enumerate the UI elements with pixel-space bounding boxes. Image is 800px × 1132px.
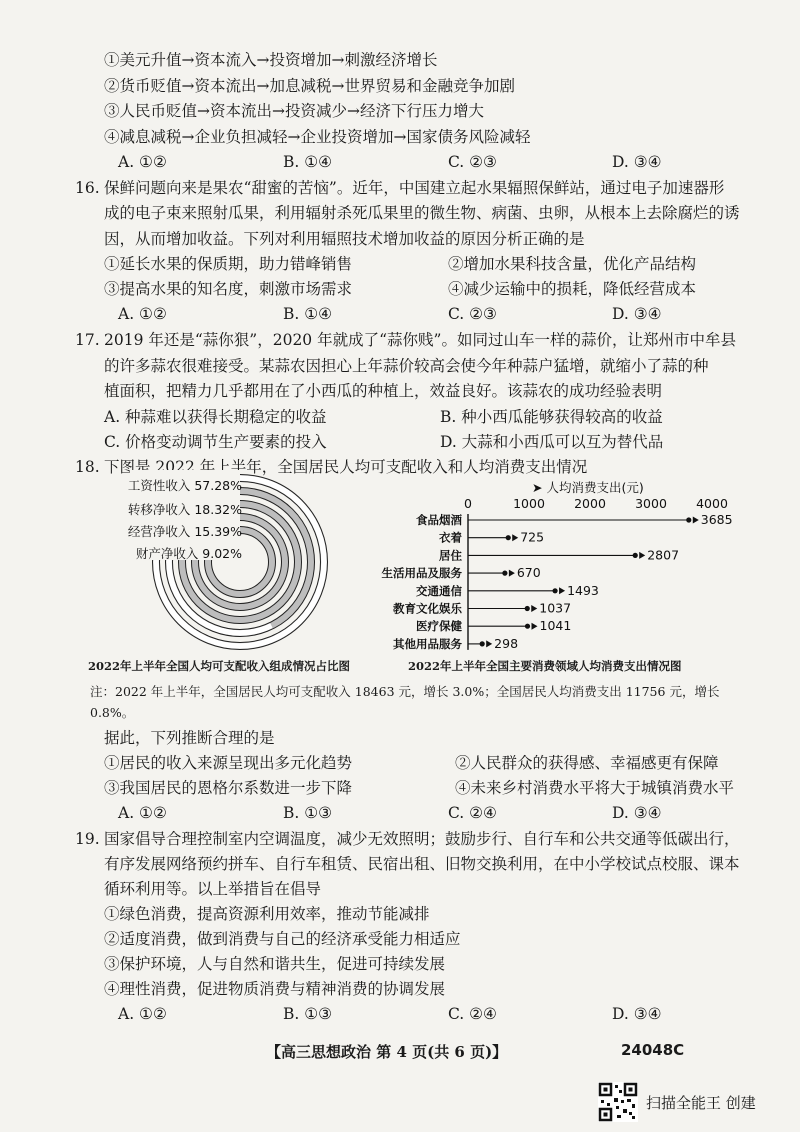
q17-stem-line-3: 植面积，把精力几乎都用在了小西瓜的种植上，效益良好。该蒜农的成功经验表明 <box>104 382 663 400</box>
bar-tick-1000: 1000 <box>513 496 545 511</box>
q15-option-c[interactable]: C. ②③ <box>448 153 497 171</box>
bar-arrow-居住 <box>639 552 645 559</box>
bar-value-衣着: 725 <box>520 529 545 545</box>
q16-stem-line-3: 因，从而增加收益。下列对利用辐照技术增加收益的原因分析正确的是 <box>104 230 585 248</box>
q16-option-d[interactable]: D. ③④ <box>612 305 662 323</box>
q15-item-4: ④减息减税→企业负担减轻→企业投资增加→国家债务风险减轻 <box>104 128 531 146</box>
ring-label-转移净收入: 转移净收入 18.32% <box>127 502 242 517</box>
q15-option-a[interactable]: A. ①② <box>118 153 167 171</box>
q16-number: 16. <box>75 179 100 197</box>
q19-item-1: ①绿色消费，提高资源利用效率，推动节能减排 <box>104 905 430 923</box>
bar-arrow-生活用品及服务 <box>509 570 515 577</box>
bar-dot-医疗保健 <box>525 624 530 629</box>
right-chart-caption: 2022年上半年全国主要消费领域人均消费支出情况图 <box>408 659 682 673</box>
q16-stem-line-1: 保鲜问题向来是果农“甜蜜的苦恼”。近年，中国建立起水果辐照保鲜站，通过电子加速器形 <box>104 179 725 197</box>
q16-option-c[interactable]: C. ②③ <box>448 305 497 323</box>
bar-axis <box>464 480 728 650</box>
page-footer-code: 24048C <box>621 1041 685 1059</box>
bar-value-医疗保健: 1041 <box>539 618 572 634</box>
bar-arrow-交通通信 <box>559 587 565 594</box>
q18-item-3: ③我国居民的恩格尔系数进一步下降 <box>104 779 353 797</box>
bar-dot-衣着 <box>506 535 511 540</box>
q17-stem-line-2: 的许多蒜农很难接受。某蒜农因担心上年蒜价较高会使今年种蒜户猛增，就缩小了蒜的种 <box>104 357 709 375</box>
q18-note-line-1: 注：2022 年上半年，全国居民人均可支配收入 18463 元，增长 3.0%；全国居民人均消费支出 11756 元，增长 <box>90 684 720 699</box>
q19-stem-line-1: 国家倡导合理控制室内空调温度，减少无效照明；鼓励步行、自行车和公共交通等低碳出行， <box>104 830 740 848</box>
q16-option-a[interactable]: A. ①② <box>118 305 167 323</box>
bar-category-生活用品及服务: 生活用品及服务 <box>381 566 462 581</box>
q19-item-3: ③保护环境，人与自然和谐共生，促进可持续发展 <box>104 955 446 973</box>
q16-item-4: ④减少运输中的损耗，降低经营成本 <box>448 280 697 298</box>
q18-item-4: ④未来乡村消费水平将大于城镇消费水平 <box>455 779 735 797</box>
bar-value-其他用品服务: 298 <box>494 635 519 651</box>
bar-category-交通通信: 交通通信 <box>416 583 462 598</box>
bar-dot-生活用品及服务 <box>502 571 507 576</box>
q15-item-2: ②货币贬值→资本流出→加息减税→世界贸易和金融竞争加剧 <box>104 77 515 95</box>
bar-arrow-衣着 <box>512 534 518 541</box>
bar-value-生活用品及服务: 670 <box>516 565 541 581</box>
bar-arrow-教育文化娱乐 <box>531 605 537 612</box>
q18-item-2: ②人民群众的获得感、幸福感更有保障 <box>455 754 719 772</box>
q16-item-3: ③提高水果的知名度，刺激市场需求 <box>104 280 353 298</box>
q17-number: 17. <box>75 331 100 349</box>
q19-stem-line-2: 有序发展网络预约拼车、自行车租赁、民宿出租、旧物交换利用，在中小学校试点校服、课本 <box>104 855 740 873</box>
q16-item-2: ②增加水果科技含量，优化产品结构 <box>448 255 697 273</box>
bar-axis-title: ➤ 人均消费支出(元) <box>532 480 644 495</box>
bar-category-食品烟酒: 食品烟酒 <box>416 513 462 527</box>
q19-number: 19. <box>75 830 100 848</box>
bar-value-交通通信: 1493 <box>567 582 599 598</box>
page-footer-title: 【高三思想政治 第 4 页(共 6 页)】 <box>266 1043 508 1061</box>
q19-option-d[interactable]: D. ③④ <box>612 1005 662 1023</box>
ring-label-财产净收入: 财产净收入 9.02% <box>135 546 242 561</box>
bar-category-其他用品服务: 其他用品服务 <box>393 636 462 651</box>
q15-option-d[interactable]: D. ③④ <box>612 153 662 171</box>
q16-stem-line-2: 成的电子束来照射瓜果，利用辐射杀死瓜果里的微生物、病菌、虫卵，从根本上去除腐烂的诱 <box>104 204 740 222</box>
bar-dot-食品烟酒 <box>686 517 691 522</box>
q18-number: 18. <box>75 458 100 476</box>
q18-option-d[interactable]: D. ③④ <box>612 804 662 822</box>
bar-marks <box>382 512 733 651</box>
q18-option-b[interactable]: B. ①③ <box>283 804 333 822</box>
bar-value-教育文化娱乐: 1037 <box>539 600 572 616</box>
q18-note-line-2: 0.8%。 <box>90 705 135 720</box>
q17-option-a[interactable]: A. 种蒜难以获得长期稳定的收益 <box>104 408 327 426</box>
bar-category-教育文化娱乐: 教育文化娱乐 <box>393 601 462 616</box>
bar-dot-教育文化娱乐 <box>525 606 530 611</box>
bar-arrow-医疗保健 <box>532 623 538 630</box>
q17-stem-line-1: 2019 年还是“蒜你狠”，2020 年就成了“蒜你贱”。如同过山车一样的蒜价，让郑州市中牟县 <box>104 331 736 349</box>
q18-item-1: ①居民的收入来源呈现出多元化趋势 <box>104 754 353 772</box>
bar-tick-2000: 2000 <box>574 496 606 511</box>
left-chart-caption: 2022年上半年全国人均可支配收入组成情况占比图 <box>88 659 351 673</box>
bar-value-居住: 2807 <box>647 547 680 563</box>
q17-option-c[interactable]: C. 价格变动调节生产要素的投入 <box>104 433 327 451</box>
q17-option-b[interactable]: B. 种小西瓜能够获得较高的收益 <box>440 408 663 426</box>
q18-option-c[interactable]: C. ②④ <box>448 804 497 822</box>
q19-item-2: ②适度消费，做到消费与自己的经济承受能力相适应 <box>104 930 461 948</box>
ring-label-经营净收入: 经营净收入 15.39% <box>127 524 242 539</box>
q19-option-c[interactable]: C. ②④ <box>448 1005 497 1023</box>
q18-stem: 据此，下列推断合理的是 <box>104 729 275 747</box>
scanner-watermark-label: 扫描全能王 创建 <box>646 1094 756 1112</box>
bar-dot-其他用品服务 <box>480 641 485 646</box>
q16-item-1: ①延长水果的保质期，助力错峰销售 <box>104 255 353 273</box>
bar-category-居住: 居住 <box>439 548 462 563</box>
q15-item-3: ③人民币贬值→资本流出→投资减少→经济下行压力增大 <box>104 102 484 120</box>
bar-arrow-其他用品服务 <box>486 640 492 647</box>
qr-code-icon <box>598 1082 638 1122</box>
q19-option-b[interactable]: B. ①③ <box>283 1005 333 1023</box>
q15-item-1: ①美元升值→资本流入→投资增加→刺激经济增长 <box>104 51 438 69</box>
bar-category-衣着: 衣着 <box>439 530 462 545</box>
q16-option-b[interactable]: B. ①④ <box>283 305 333 323</box>
q18-intro: 下图是 2022 年上半年，全国居民人均可支配收入和人均消费支出情况 <box>104 458 588 476</box>
bar-arrow-食品烟酒 <box>693 517 699 524</box>
consumption-bar-chart <box>0 470 800 660</box>
bar-tick-0: 0 <box>464 496 472 511</box>
bar-category-医疗保健: 医疗保健 <box>416 619 462 634</box>
bar-tick-3000: 3000 <box>635 496 667 511</box>
ring-label-工资性收入: 工资性收入 57.28% <box>127 478 242 493</box>
bar-tick-4000: 4000 <box>696 496 728 511</box>
bar-dot-交通通信 <box>552 588 557 593</box>
q19-option-a[interactable]: A. ①② <box>118 1005 167 1023</box>
q19-item-4: ④理性消费，促进物质消费与精神消费的协调发展 <box>104 980 446 998</box>
q17-option-d[interactable]: D. 大蒜和小西瓜可以互为替代品 <box>440 433 664 451</box>
bar-dot-居住 <box>633 553 638 558</box>
bar-value-食品烟酒: 3685 <box>700 512 733 527</box>
q18-option-a[interactable]: A. ①② <box>118 804 167 822</box>
q15-option-b[interactable]: B. ①④ <box>283 153 333 171</box>
q19-stem-line-3: 循环利用等。以上举措旨在倡导 <box>104 880 322 898</box>
